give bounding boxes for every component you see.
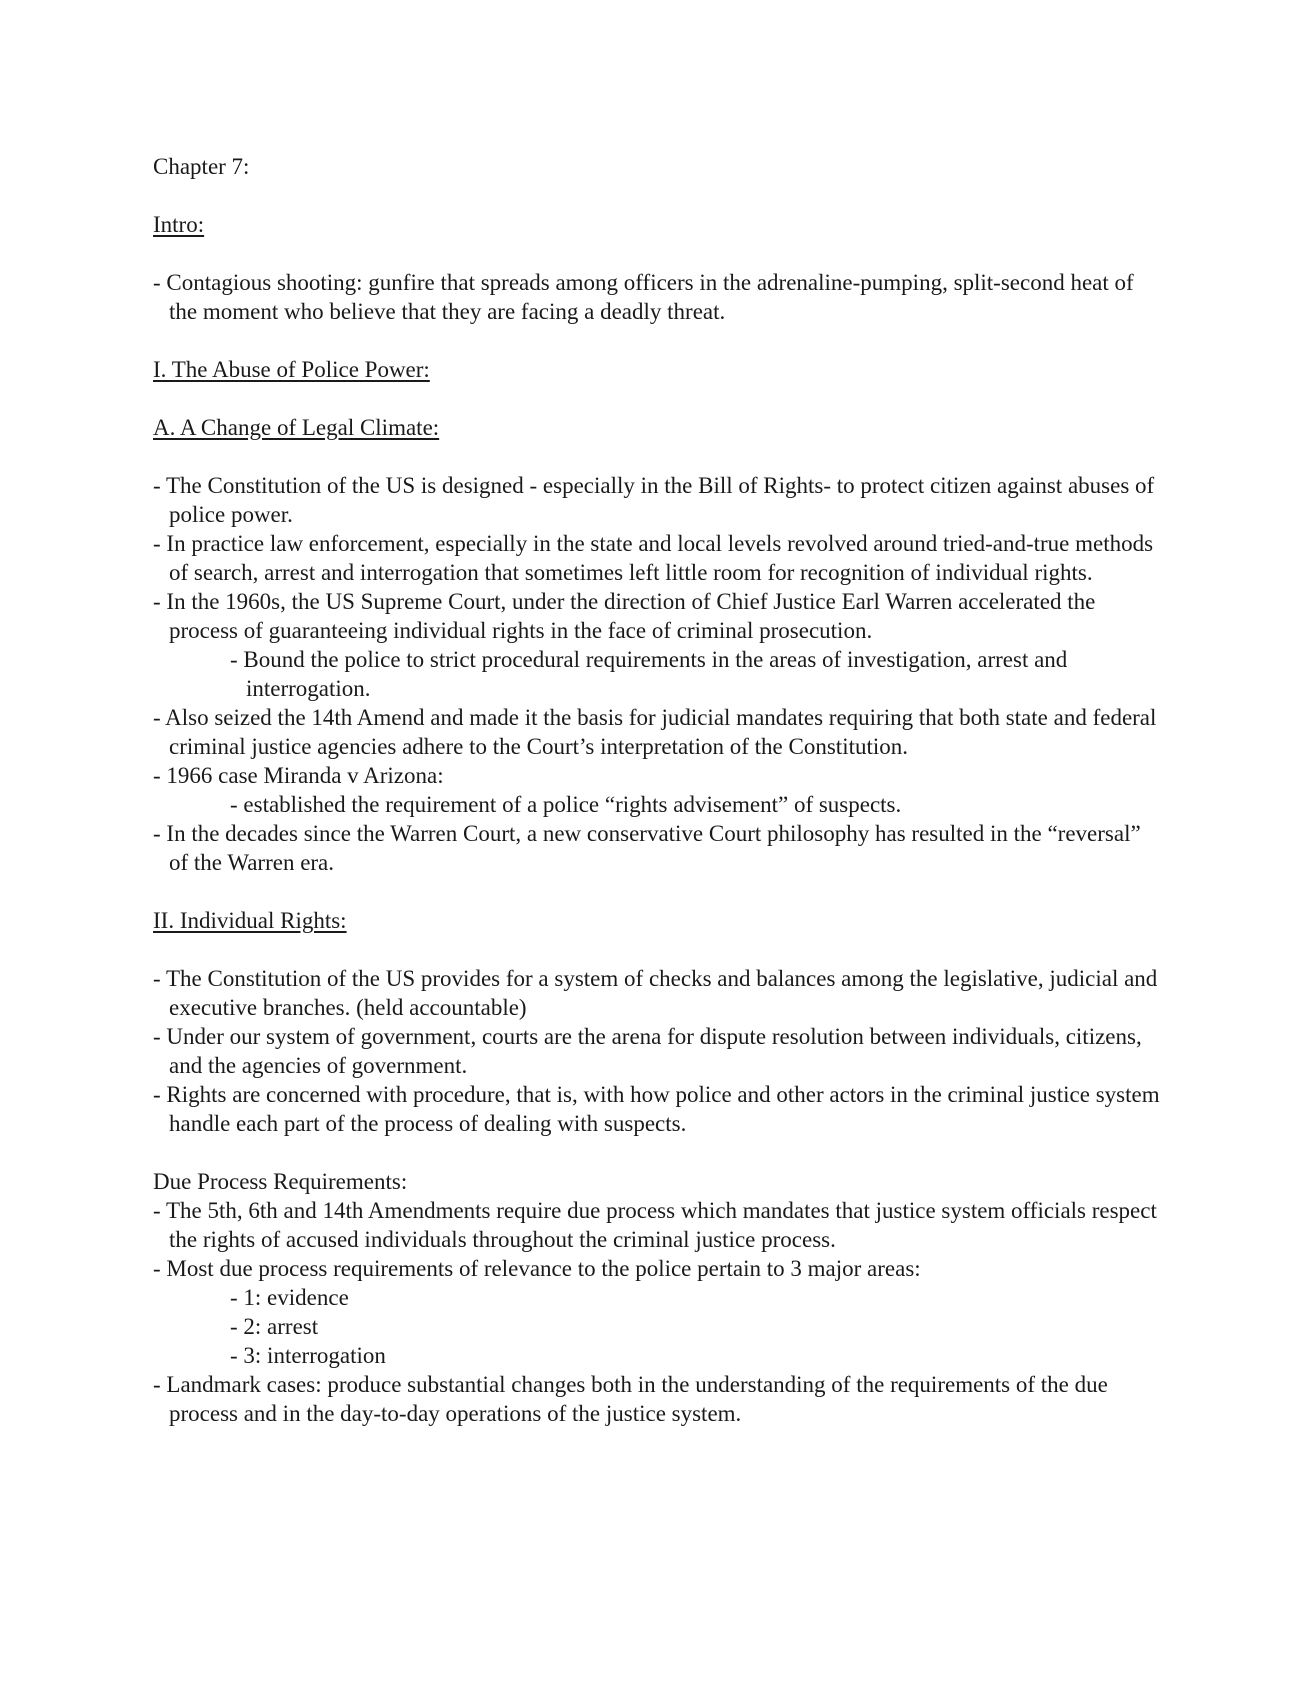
bullet: - In practice law enforcement, especially in the state and local levels revolved around tried-and-true methods of search, arrest and interrogation that sometimes left little room for recognition of individual rights. <box>153 531 1154 585</box>
spacer <box>153 1138 1163 1167</box>
due-process-heading: Due Process Requirements: <box>153 1169 408 1194</box>
bullet: - Landmark cases: produce substantial changes both in the understanding of the requirements of the due process and in the day-to-day operations of the justice system. <box>153 1372 1108 1426</box>
spacer <box>153 239 1163 268</box>
bullet: - Rights are concerned with procedure, that is, with how police and other actors in the criminal justice system handle each part of the process of dealing with suspects. <box>153 1082 1160 1136</box>
spacer <box>153 935 1163 964</box>
spacer <box>153 384 1163 413</box>
bullet: - In the decades since the Warren Court, a new conservative Court philosophy has resulted in the “reversal” of the Warren era. <box>153 821 1141 875</box>
spacer <box>153 442 1163 471</box>
sub-bullet: - Bound the police to strict procedural requirements in the areas of investigation, arrest and interrogation. <box>230 647 1068 701</box>
bullet: - Under our system of government, courts are the arena for dispute resolution between individuals, citizens, and the agencies of government. <box>153 1024 1142 1078</box>
bullet: - Contagious shooting: gunfire that spreads among officers in the adrenaline-pumping, split-second heat of the moment who believe that they are facing a deadly threat. <box>153 270 1134 324</box>
bullet: - Most due process requirements of relevance to the police pertain to 3 major areas: <box>153 1256 921 1281</box>
sub-bullet: - 1: evidence <box>230 1285 349 1310</box>
bullet: - The 5th, 6th and 14th Amendments require due process which mandates that justice system officials respect the rights of accused individuals throughout the criminal justice process. <box>153 1198 1157 1252</box>
bullet: - Also seized the 14th Amend and made it the basis for judicial mandates requiring that both state and federal criminal justice agencies adhere to the Court’s interpretation of the Constitution. <box>153 705 1157 759</box>
subsection-heading: A. A Change of Legal Climate: <box>153 415 440 440</box>
document-body <box>153 152 1163 1428</box>
spacer <box>153 326 1163 355</box>
bullet: - In the 1960s, the US Supreme Court, under the direction of Chief Justice Earl Warren accelerated the process of guaranteeing individual rights in the face of criminal prosecution. <box>153 589 1096 643</box>
bullet: - 1966 case Miranda v Arizona: <box>153 763 444 788</box>
sub-bullet: - 2: arrest <box>230 1314 319 1339</box>
sub-bullet: - 3: interrogation <box>230 1343 386 1368</box>
bullet: - The Constitution of the US provides for a system of checks and balances among the legislative, judicial and executive branches. (held accountable) <box>153 966 1158 1020</box>
spacer <box>153 181 1163 210</box>
chapter-title: Chapter 7: <box>153 154 250 179</box>
sub-bullet: - established the requirement of a police “rights advisement” of suspects. <box>230 792 902 817</box>
bullet: - The Constitution of the US is designed - especially in the Bill of Rights- to protect citizen against abuses of police power. <box>153 473 1155 527</box>
intro-heading: Intro: <box>153 212 205 237</box>
section-heading: II. Individual Rights: <box>153 908 347 933</box>
spacer <box>153 877 1163 906</box>
section-heading: I. The Abuse of Police Power: <box>153 357 430 382</box>
